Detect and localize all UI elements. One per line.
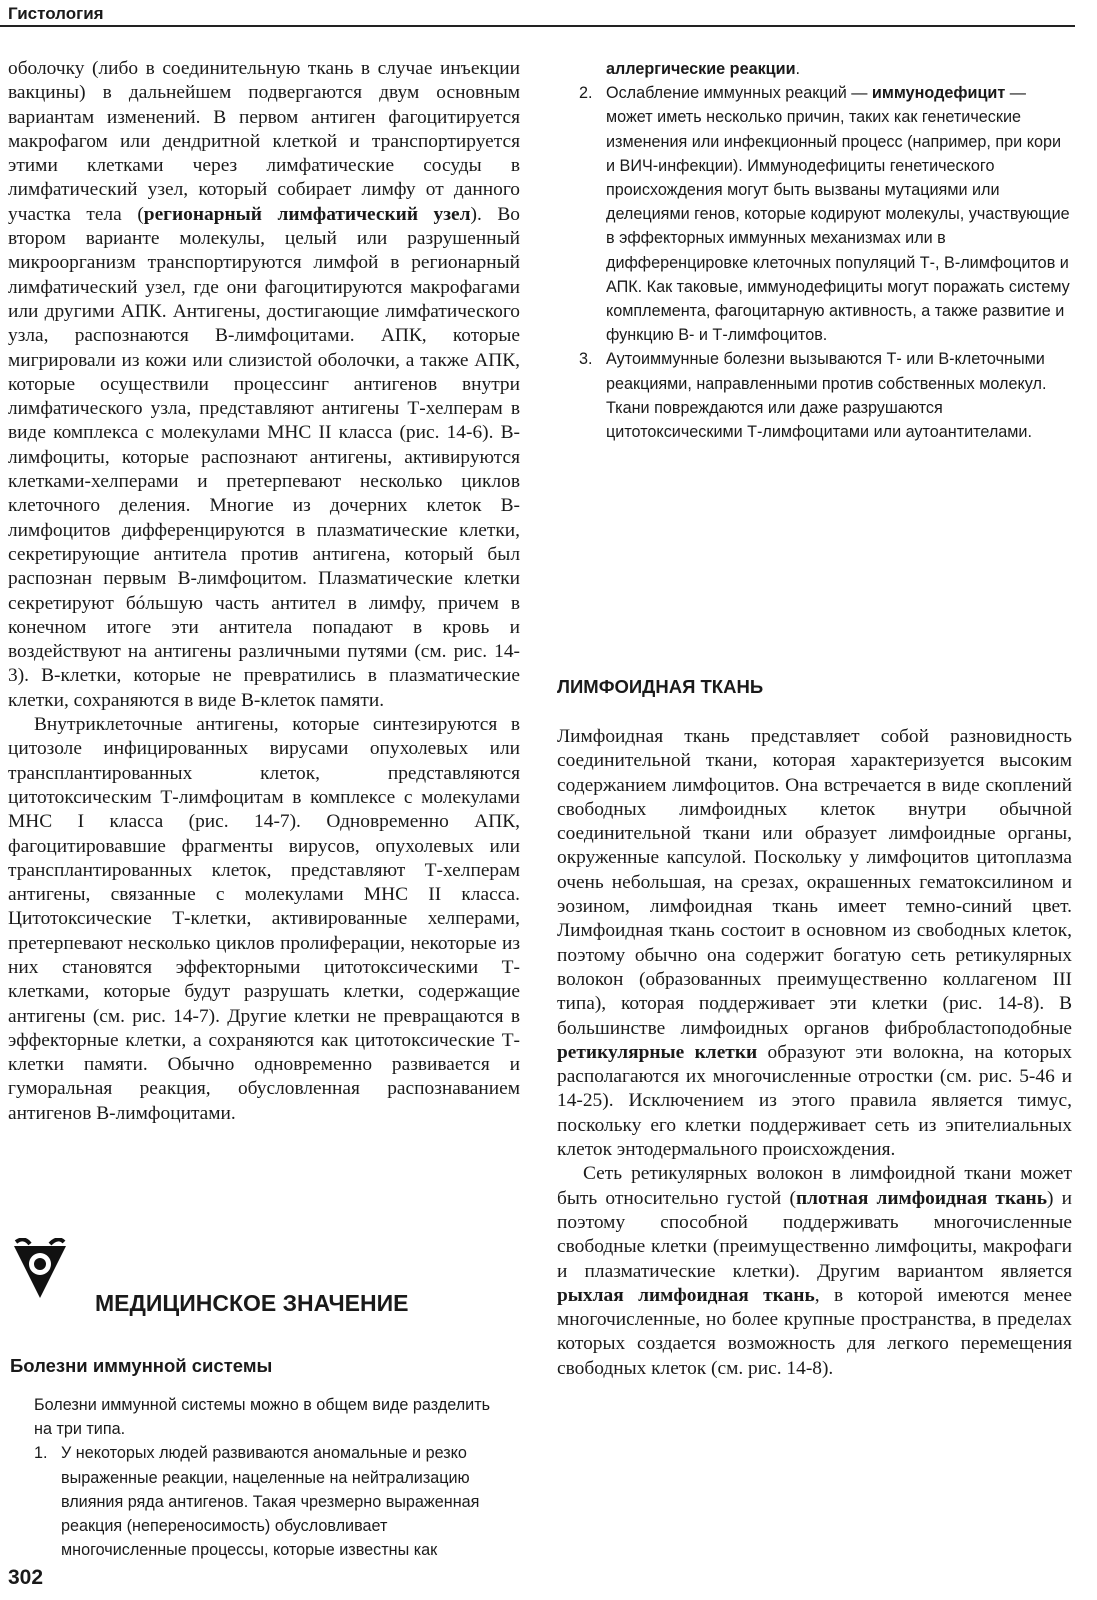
running-header: Гистология <box>8 4 104 23</box>
list-item-3: 3. Аутоиммунные болезни вызываются Т- или В-клеточными реакциями, направленными против собственных молекул. Ткани повреждаются или даже разрушаются цитотоксическими Т-лимфоцитами или аутоантителами. <box>579 350 1047 442</box>
diseases-list <box>34 1441 510 1562</box>
list-item-2: 2. Ослабление иммунных реакций — иммунодефицит — может иметь несколько причин, таких как генетические изменения или инфекционный процесс (например, при кори и ВИЧ-инфекции). Иммунодефициты генетического происхождения могут быть вызваны мутациями или делециями генов, которые кодируют молекулы, участвующие в эффекторных иммунных механизмах или в дифференцировке клеточных популяций Т-, В-лимфоцитов и АПК. Как таковые, иммунодефициты могут поражать систему комплемента, фагоцитарную активность, а также развитие и функцию В- и Т-лимфоцитов. <box>579 84 1070 345</box>
medical-intro: Болезни иммунной системы можно в общем виде разделить на три типа. <box>34 1396 491 1439</box>
list-item-1: 1. У некоторых людей развиваются аномальные и резко выраженные реакции, нацеленные на нейтрализацию влияния ряда антигенов. Такая чрезмерно выраженная реакция (непереносимость) обусловливает многочисленные процессы, которые известны как <box>34 1444 480 1560</box>
diseases-list-cont <box>557 81 1072 444</box>
immune-diseases-subtitle: Болезни иммунной системы <box>10 1355 273 1376</box>
lymphoid-body <box>557 725 1072 1381</box>
right-column-top <box>557 57 1072 444</box>
lymphoid-title: ЛИМФОИДНАЯ ТКАНЬ <box>557 676 764 697</box>
medical-text <box>34 1393 510 1562</box>
left-column <box>8 57 520 1126</box>
lymphoid-paragraph-2: Сеть ретикулярных волокон в лимфоидной ткани может быть относительно густой (плотная лимфоидная ткань) и поэтому способной поддерживать многочисленные свободные клетки (преимущественно лимфоциты, макрофаги и плазматические клетки). Другим вариантом является рыхлая лимфоидная ткань, в которой имеются менее многочисленные, но более крупные пространства, в пределах которых создается возможность для легкого перемещения свободных клеток (см. рис. 14-8). <box>557 1163 1072 1379</box>
page-number: 302 <box>8 1566 44 1589</box>
bold-term: регионарный лимфатический узел <box>143 203 471 225</box>
header-rule <box>0 25 1075 27</box>
lymphoid-paragraph-1: Лимфоидная ткань представляет собой разновидность соединительной ткани, которая характеризуется высоким содержанием лимфоцитов. Она встречается в виде скоплений свободных лимфоидных клеток внутри обычной соединительной ткани или образует лимфоидные органы, окруженные капсулой. Поскольку у лимфоцитов цитоплазма очень небольшая, на срезах, окрашенных гематоксилином и эозином, лимфоидная ткань имеет темно-синий цвет. Лимфоидная ткань состоит в основном из свободных клеток, поэтому обычно она содержит богатую сеть ретикулярных волокон (образованных преимущественно коллагеном III типа), которая поддерживает эти клетки (рис. 14-8). В большинстве лимфоидных органов фибробластоподобные ретикулярные клетки образуют эти волокна, на которых располагаются их многочисленные отростки (см. рис. 5-46 и 14-25). Исключением из этого правила является тимус, поскольку его клетки поддерживает сеть из эпителиальных клеток энтодермального происхождения. <box>557 726 1072 1161</box>
paragraph-2: Внутриклеточные антигены, которые синтезируются в цитозоле инфицированных вирусами опухолевых или трансплантированных клеток, представляются цитотоксическим Т-лимфоцитам в комплексе с молекулами МНС I класса (рис. 14-7). Одновременно АПК, фагоцитировавшие фрагменты вирусов, опухолевых или трансплантированных клеток, представляют Т-хелперам антигены, связанные с молекулами МНС II класса. Цитотоксические Т-клетки, активированные хелперами, претерпевают несколько циклов пролиферации, некоторые из них становятся эффекторными цитотоксическими Т-клетками, которые будут разрушать клетки, содержащие антигены (см. рис. 14-7). Другие клетки не превращаются в эффекторные клетки, а сохраняются как цитотоксические Т-клетки памяти. Обычно одновременно развивается и гуморальная реакция, обусловленная распознаванием антигенов В-лимфоцитами. <box>8 714 520 1124</box>
list-item-1-continued: аллергические реакции. <box>606 60 801 78</box>
medical-icon <box>10 1238 70 1300</box>
medical-title: МЕДИЦИНСКОЕ ЗНАЧЕНИЕ <box>95 1290 409 1316</box>
paragraph-1: оболочку (либо в соединительную ткань в случае инъекции вакцины) в дальнейшем подвергаются двум основным вариантам изменений. В первом антиген фагоцитируется макрофагом или дендритной клеткой и транспортируется этими клетками через лимфатические сосуды в лимфатический узел, который собирает лимфу от данного участка тела (регионарный лимфатический узел). Во втором варианте молекулы, целый или разрушенный микроорганизм транспортируются лимфой в регионарный лимфатический узел, где они фагоцитируются макрофагами или другими АПК. Антигены, достигающие лимфатического узла, распознаются В-лимфоцитами. АПК, которые мигрировали из кожи или слизистой оболочки, а также АПК, которые осуществили процессинг антигенов внутри лимфатического узла, представляют антигены Т-хелперам в виде комплекса с молекулами МНС II класса (рис. 14-6). В-лимфоциты, которые распознают антигены, активируются клетками-хелперами и претерпевают несколько циклов клеточного деления. Многие из дочерних клеток В-лимфоцитов дифференцируются в плазматические клетки, секретирующие антитела против антигена, который был распознан первым В-лимфоцитом. Плазматические клетки секретируют бóльшую часть антител в лимфу, причем в конечном итоге эти антитела попадают в кровь и воздействуют на антигены различными путями (см. рис. 14-3). В-клетки, которые не превратились в плазматические клетки, сохраняются в виде В-клеток памяти. <box>8 58 520 711</box>
